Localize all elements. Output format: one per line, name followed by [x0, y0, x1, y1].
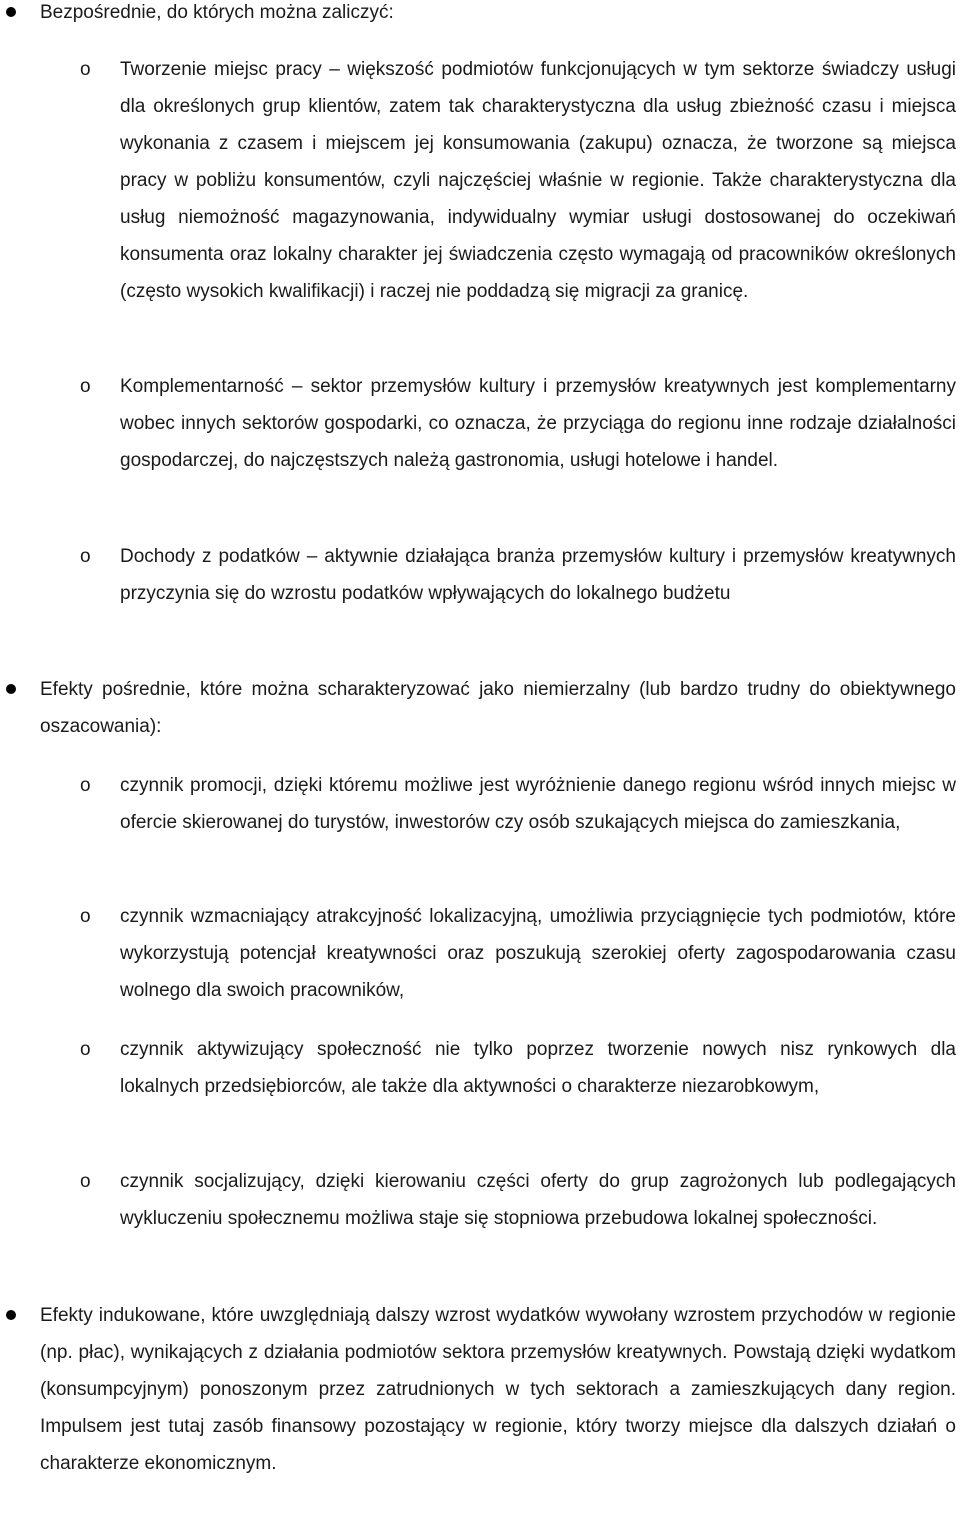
list-item-text: czynnik aktywizujący społeczność nie tylko poprzez tworzenie nowych nisz rynkowych dla lokalnych przedsiębiorców, ale także dla aktywności o charakterze niezarobkowym,: [120, 1039, 956, 1097]
list-item-text: Komplementarność – sektor przemysłów kultury i przemysłów kreatywnych jest komplementarny wobec innych sektorów gospodarki, co oznacza, że przyciąga do regionu inne rodzaje działalności gospodarczej, do najczęstszych należą gastronomia, usługi hotelowe i handel.: [120, 376, 956, 471]
bullet-text: Bezpośrednie, do których można zaliczyć:: [40, 2, 394, 23]
list-item-text: czynnik wzmacniający atrakcyjność lokalizacyjną, umożliwia przyciągnięcie tych podmiotów, które wykorzystują potencjał kreatywności oraz poszukują szerokiej oferty zagospodarowania czasu wolnego dla swoich pracowników,: [120, 906, 956, 1001]
bullet-indirect-effects: [40, 671, 956, 745]
sub-bullet-marker: o: [80, 59, 91, 80]
bullet-dot: [6, 684, 16, 694]
sub-bullet-marker: o: [80, 1039, 91, 1060]
list-item-location-attractiveness: [80, 898, 956, 1009]
list-item-text: czynnik promocji, dzięki któremu możliwe jest wyróżnienie danego regionu wśród innych miejsc w ofercie skierowanej do turystów, inwestorów czy osób szukających miejsca do zamieszkania,: [120, 775, 956, 833]
list-item-text: czynnik socjalizujący, dzięki kierowaniu części oferty do grup zagrożonych lub podlegających wykluczeniu społecznemu możliwa staje się stopniowa przebudowa lokalnej społeczności.: [120, 1171, 956, 1229]
bullet-direct-effects: [40, 0, 956, 31]
list-item-socialization: [80, 1163, 956, 1237]
sub-bullet-marker: o: [80, 775, 91, 796]
bullet-dot: [6, 7, 16, 17]
list-item-tax-income: [80, 538, 956, 612]
sub-bullet-marker: o: [80, 376, 91, 397]
list-item-community-activation: [80, 1031, 956, 1105]
sub-bullet-marker: o: [80, 546, 91, 567]
list-item-promotion: [80, 767, 956, 841]
bullet-induced-effects: [40, 1297, 956, 1482]
bullet-text: Efekty pośrednie, które można scharakteryzować jako niemierzalny (lub bardzo trudny do obiektywnego oszacowania):: [40, 679, 956, 737]
list-item-jobs: [80, 51, 956, 310]
bullet-dot: [6, 1310, 16, 1320]
bullet-text: Efekty indukowane, które uwzględniają dalszy wzrost wydatków wywołany wzrostem przychodów w regionie (np. płac), wynikających z działania podmiotów sektora przemysłów kreatywnych. Powstają dzięki wydatkom (konsumpcyjnym) ponoszonym przez zatrudnionych w tych sektorach a zamieszkujących dany region. Impulsem jest tutaj zasób finansowy pozostający w regionie, który tworzy miejsce dla dalszych działań o charakterze ekonomicznym.: [40, 1305, 956, 1474]
list-item-text: Dochody z podatków – aktywnie działająca branża przemysłów kultury i przemysłów kreatywnych przyczynia się do wzrostu podatków wpływających do lokalnego budżetu: [120, 546, 956, 604]
list-item-text: Tworzenie miejsc pracy – większość podmiotów funkcjonujących w tym sektorze świadczy usługi dla określonych grup klientów, zatem tak charakterystyczna dla usług zbieżność czasu i miejsca wykonania z czasem i miejscem jej konsumowania (zakupu) oznacza, że tworzone są miejsca pracy w pobliżu konsumentów, czyli najczęściej właśnie w regionie. Także charakterystyczna dla usług niemożność magazynowania, indywidualny wymiar usługi dostosowanej do oczekiwań konsumenta oraz lokalny charakter jej świadczenia często wymagają od pracowników określonych (często wysokich kwalifikacji) i raczej nie poddadzą się migracji za granicę.: [120, 59, 956, 302]
list-item-complementarity: [80, 368, 956, 479]
sub-bullet-marker: o: [80, 906, 91, 927]
sub-bullet-marker: o: [80, 1171, 91, 1192]
